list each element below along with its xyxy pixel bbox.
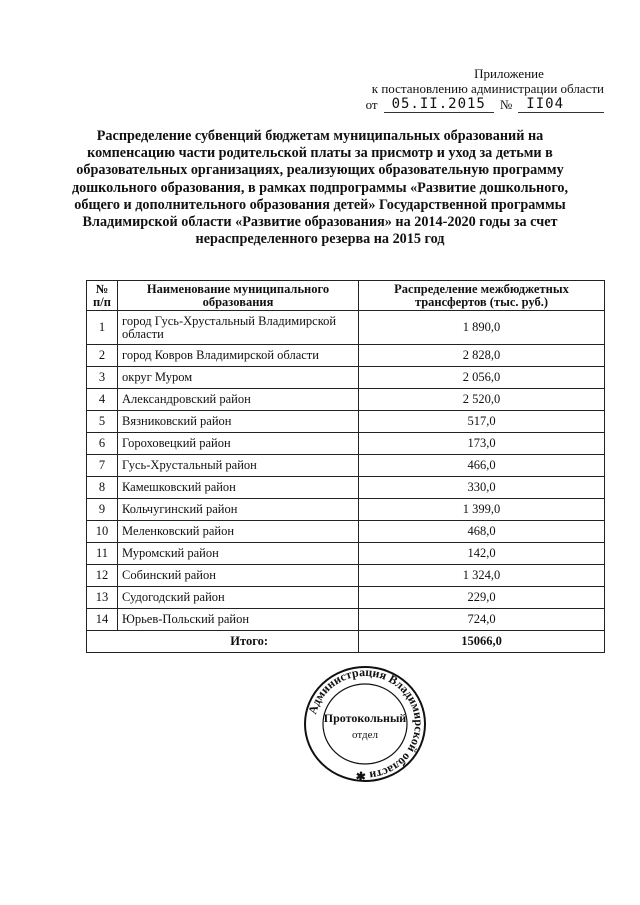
- row-number: 7: [87, 455, 118, 477]
- municipality-name: Александровский район: [118, 389, 359, 411]
- transfer-amount: 1 324,0: [359, 565, 605, 587]
- decree-date: 05.II.2015: [384, 97, 494, 113]
- table-row: [87, 389, 605, 411]
- official-stamp: [300, 664, 430, 784]
- table-row: [87, 411, 605, 433]
- municipality-name: город Ковров Владимирской области: [118, 345, 359, 367]
- number-prefix: №: [499, 97, 513, 112]
- row-number: 14: [87, 609, 118, 631]
- document-title: Распределение субвенций бюджетам муниципальных образований на компенсацию части родительской платы за присмотр и уход за детьми в образовательных организациях, реализующих образовательную программу дошкольного образования, в рамках подпрограммы «Развитие дошкольного, общего и дополнительного образования детей» Государственной программы Владимирской области «Развитие образования» на 2014-2020 годы за счет нераспределенного резерва на 2015 год: [71, 128, 569, 248]
- table-row: [87, 311, 605, 345]
- transfer-amount: 2 056,0: [359, 367, 605, 389]
- transfer-amount: 2 828,0: [359, 345, 605, 367]
- svg-text:Протокольный: Протокольный: [323, 711, 407, 725]
- col-value-header: Распределение межбюджетных трансфертов (тыс. руб.): [359, 281, 605, 311]
- transfer-amount: 330,0: [359, 477, 605, 499]
- transfer-amount: 1 399,0: [359, 499, 605, 521]
- municipality-name: город Гусь-Хрустальный Владимирской области: [118, 311, 359, 345]
- transfer-amount: 2 520,0: [359, 389, 605, 411]
- total-row: [87, 631, 605, 653]
- col-number-header: № п/п: [87, 281, 118, 311]
- transfer-amount: 724,0: [359, 609, 605, 631]
- row-number: 1: [87, 311, 118, 345]
- total-label: Итого:: [87, 631, 359, 653]
- table-row: [87, 477, 605, 499]
- municipality-name: Кольчугинский район: [118, 499, 359, 521]
- appendix-header: [354, 66, 604, 113]
- municipality-name: Судогодский район: [118, 587, 359, 609]
- municipality-name: Гусь-Хрустальный район: [118, 455, 359, 477]
- row-number: 12: [87, 565, 118, 587]
- row-number: 3: [87, 367, 118, 389]
- municipality-name: Гороховецкий район: [118, 433, 359, 455]
- municipality-name: округ Муром: [118, 367, 359, 389]
- transfer-amount: 468,0: [359, 521, 605, 543]
- svg-text:отдел: отдел: [352, 729, 378, 741]
- table-row: [87, 565, 605, 587]
- transfer-amount: 173,0: [359, 433, 605, 455]
- municipality-name: Юрьев-Польский район: [118, 609, 359, 631]
- transfer-amount: 229,0: [359, 587, 605, 609]
- table-row: [87, 587, 605, 609]
- table-row: [87, 367, 605, 389]
- transfer-amount: 517,0: [359, 411, 605, 433]
- row-number: 4: [87, 389, 118, 411]
- table-row: [87, 609, 605, 631]
- row-number: 6: [87, 433, 118, 455]
- row-number: 10: [87, 521, 118, 543]
- row-number: 8: [87, 477, 118, 499]
- table-row: [87, 345, 605, 367]
- municipality-name: Камешковский район: [118, 477, 359, 499]
- municipality-name: Меленковский район: [118, 521, 359, 543]
- stamp-ring-text: Администрация Владимирской области ✱: [305, 664, 427, 784]
- row-number: 9: [87, 499, 118, 521]
- date-prefix: от: [365, 97, 378, 112]
- table-header-row: [87, 281, 605, 311]
- table-row: [87, 543, 605, 565]
- decree-number: II04: [518, 97, 604, 113]
- transfer-amount: 466,0: [359, 455, 605, 477]
- distribution-table: [86, 280, 605, 653]
- table-row: [87, 433, 605, 455]
- municipality-name: Собинский район: [118, 565, 359, 587]
- transfer-amount: 142,0: [359, 543, 605, 565]
- table-row: [87, 499, 605, 521]
- appendix-subtitle: к постановлению администрации области: [371, 81, 604, 96]
- municipality-name: Муромский район: [118, 543, 359, 565]
- total-value: 15066,0: [359, 631, 605, 653]
- table-row: [87, 521, 605, 543]
- transfer-amount: 1 890,0: [359, 311, 605, 345]
- row-number: 13: [87, 587, 118, 609]
- row-number: 5: [87, 411, 118, 433]
- table-row: [87, 455, 605, 477]
- row-number: 11: [87, 543, 118, 565]
- appendix-title: Приложение: [474, 66, 544, 81]
- row-number: 2: [87, 345, 118, 367]
- municipality-name: Вязниковский район: [118, 411, 359, 433]
- col-name-header: Наименование муниципального образования: [118, 281, 359, 311]
